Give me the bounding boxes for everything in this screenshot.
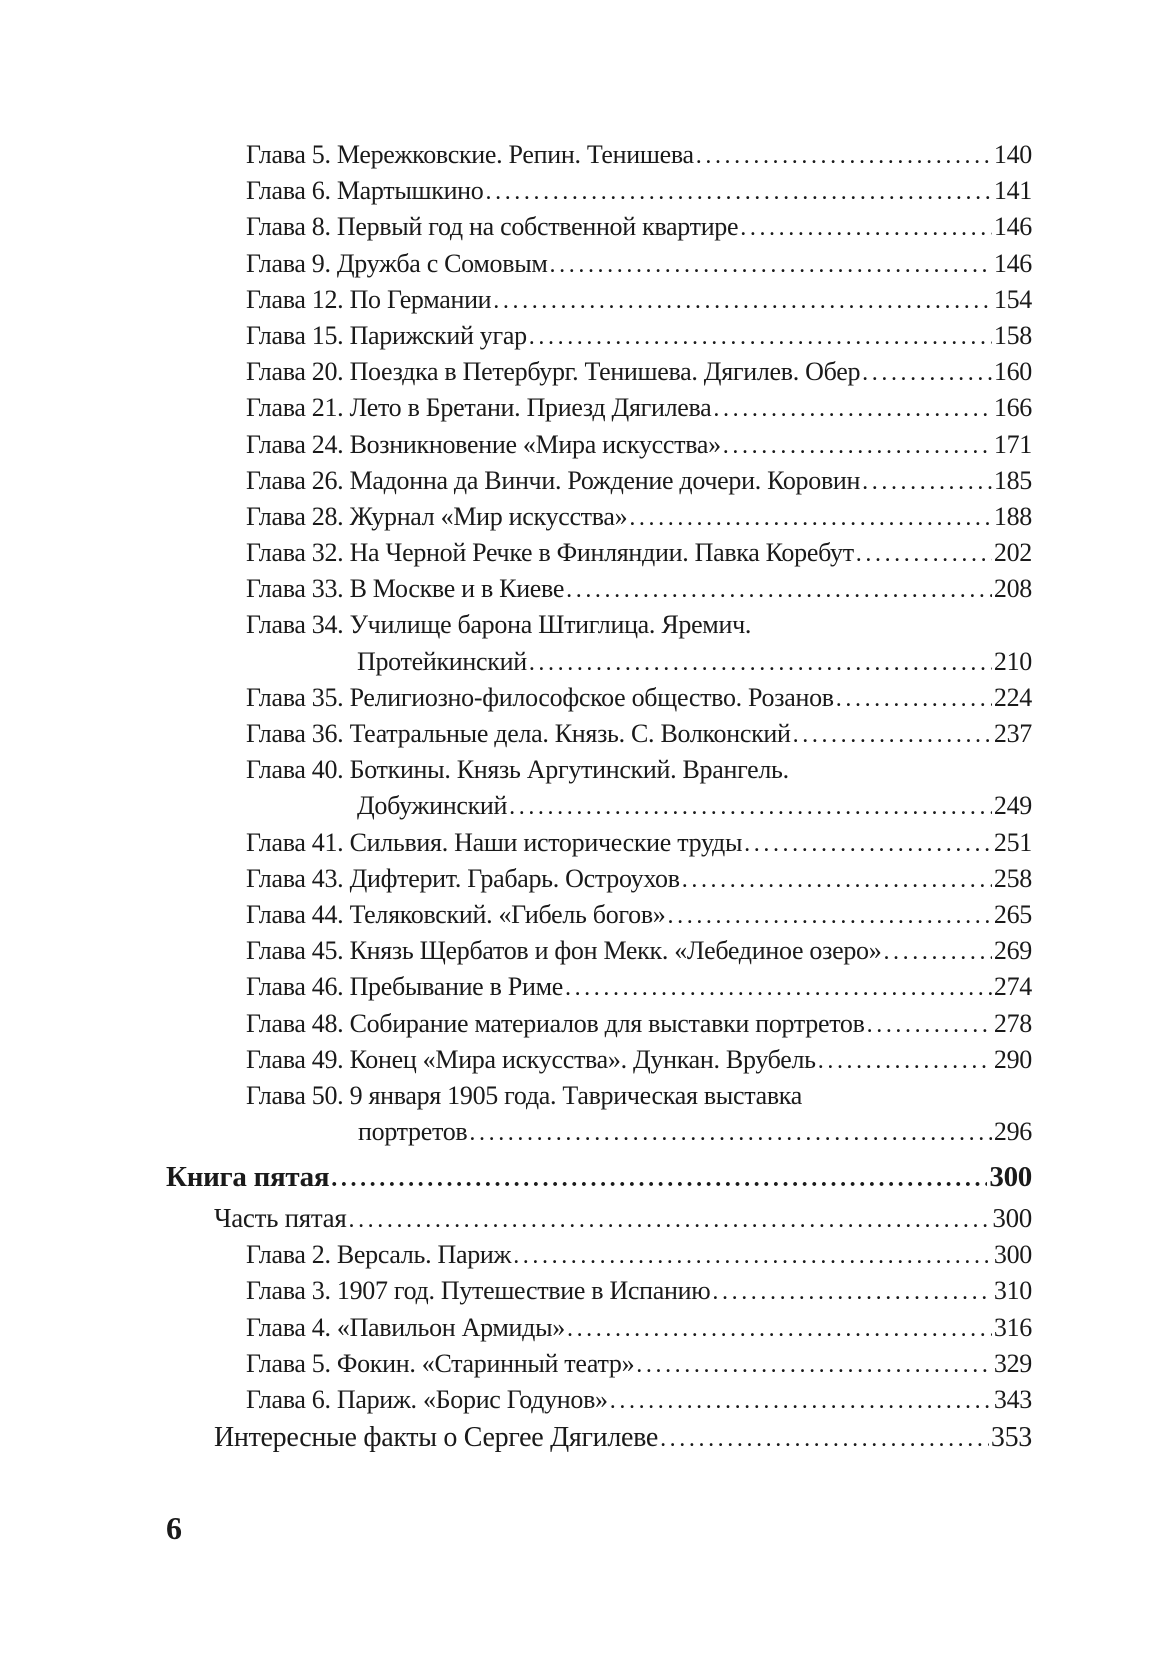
toc-entry-page: 185 [992,463,1032,499]
toc-entry [246,535,1032,571]
toc-leader [836,681,992,717]
toc-entry [246,933,1032,969]
toc-entry-continuation [357,644,1032,680]
toc-entry-first-line [246,752,1032,788]
toc-leader [740,210,992,246]
toc-entry [246,825,1032,861]
toc-entry [246,282,1032,318]
toc-entry-title: Глава 9. Дружба с Сомовым [246,246,550,282]
toc-leader [331,1158,987,1201]
toc-entry-title: Глава 15. Парижский угар [246,318,529,354]
toc-leader [682,862,992,898]
toc-part-heading [214,1199,1032,1237]
toc-entry [246,680,1032,716]
toc-entry-title: Глава 3. 1907 год. Путешествие в Испанию [246,1273,712,1309]
toc-entry-page: 269 [992,933,1032,969]
toc-entry [246,716,1032,752]
toc-entry-title-cont: портретов [358,1114,469,1150]
toc-entry-title: Глава 28. Журнал «Мир искусства» [246,499,629,535]
toc-entry-title: Глава 26. Мадонна да Винчи. Рождение дочери. Коровин [246,463,862,499]
toc-entry [246,861,1032,897]
toc-entry-page: 278 [992,1006,1032,1042]
toc-entry [246,969,1032,1005]
toc-entry-title: Глава 5. Мережковские. Репин. Тенишева [246,137,696,173]
toc-entry [246,1310,1032,1346]
toc-entry-page: 146 [992,246,1032,282]
toc-entry [246,137,1032,173]
toc-leader [856,536,992,572]
toc-entry-title: Глава 36. Театральные дела. Князь. С. Волконский [246,716,793,752]
toc-extra-page: 353 [989,1418,1032,1458]
toc-leader [744,826,992,862]
toc-entry-continuation [357,788,1032,824]
toc-entry-title: Глава 6. Мартышкино [246,173,486,209]
toc-leader [629,500,992,536]
toc-entry-title: Глава 32. На Черной Речке в Финляндии. Павка Коребут [246,535,856,571]
toc-leader [793,717,992,753]
table-of-contents [0,137,1166,1458]
toc-entry-page: 140 [992,137,1032,173]
toc-leader [513,1238,992,1274]
toc-entry-title: Глава 24. Возникновение «Мира искусства» [246,427,723,463]
toc-entry-page: 202 [992,535,1032,571]
toc-leader [610,1383,992,1419]
toc-entry-title: Глава 2. Версаль. Париж [246,1237,513,1273]
toc-entry [246,354,1032,390]
toc-leader [712,1274,992,1310]
toc-entry-page: 158 [992,318,1032,354]
toc-entry-title: Глава 6. Париж. «Борис Годунов» [246,1382,610,1418]
toc-entry [246,1273,1032,1309]
toc-entry [246,463,1032,499]
toc-entry-title: Глава 12. По Германии [246,282,493,318]
toc-entry-page: 265 [992,897,1032,933]
toc-entry-title: Глава 44. Теляковский. «Гибель богов» [246,897,668,933]
toc-entry [246,897,1032,933]
toc-entry-page: 171 [992,427,1032,463]
toc-extra-entry [214,1418,1032,1458]
toc-entry-page: 343 [992,1382,1032,1418]
toc-entry [246,1237,1032,1273]
toc-leader [565,970,992,1006]
toc-entry [246,1346,1032,1382]
toc-entry-title: Глава 21. Лето в Бретани. Приезд Дягилева [246,390,713,426]
toc-entry-title: Глава 49. Конец «Мира искусства». Дункан. Врубель [246,1042,818,1078]
toc-entry-page: 237 [992,716,1032,752]
toc-leader [713,391,991,427]
toc-entry-title: Глава 5. Фокин. «Старинный театр» [246,1346,636,1382]
toc-leader [867,1007,992,1043]
toc-leader [636,1347,992,1383]
toc-entry-page: 249 [992,788,1032,824]
toc-leader [862,464,992,500]
toc-entry-page: 290 [992,1042,1032,1078]
toc-entry-page: 146 [992,209,1032,245]
toc-entry-title: Глава 50. 9 января 1905 года. Таврическая выставка [246,1078,804,1114]
toc-entry-continuation [358,1114,1032,1150]
toc-part-title: Часть пятая [214,1199,348,1237]
page-number: 6 [166,1510,182,1546]
toc-entry-title: Глава 40. Боткины. Князь Аргутинский. Врангель. [246,752,791,788]
toc-entry-title: Глава 45. Князь Щербатов и фон Мекк. «Лебединое озеро» [246,933,883,969]
toc-entry-title-cont: Протейкинский [357,644,529,680]
toc-entry-title: Глава 34. Училище барона Штиглица. Яремич. [246,607,753,643]
toc-leader [493,283,992,319]
toc-entry-page: 251 [992,825,1032,861]
toc-book-title: Книга пятая [166,1156,331,1199]
toc-entry-title: Глава 46. Пребывание в Риме [246,969,565,1005]
toc-entry-title: Глава 41. Сильвия. Наши исторические труды [246,825,744,861]
toc-entry-title: Глава 35. Религиозно-философское общество. Розанов [246,680,836,716]
toc-entry [246,1042,1032,1078]
toc-entry [246,571,1032,607]
toc-entry-page: 188 [992,499,1032,535]
toc-entry-page: 160 [992,354,1032,390]
toc-entry-page: 141 [992,173,1032,209]
toc-entry-title: Глава 8. Первый год на собственной квартире [246,209,740,245]
toc-entry [246,1382,1032,1418]
toc-entry-page: 258 [992,861,1032,897]
toc-entry-page: 210 [992,644,1032,680]
toc-entry-first-line [246,607,1032,643]
toc-entry [246,318,1032,354]
toc-entry-page: 154 [992,282,1032,318]
toc-leader [883,934,991,970]
toc-leader [509,789,992,825]
toc-entry-first-line [246,1078,1032,1114]
toc-leader [469,1115,992,1151]
toc-leader [529,319,992,355]
toc-part-page: 300 [990,1199,1032,1237]
toc-book-page: 300 [987,1156,1032,1199]
toc-leader [566,572,992,608]
toc-extra-title: Интересные факты о Сергее Дягилеве [214,1418,660,1458]
toc-entry-page: 329 [992,1346,1032,1382]
toc-leader [567,1311,992,1347]
toc-entry [246,499,1032,535]
toc-entry-title: Глава 33. В Москве и в Киеве [246,571,566,607]
toc-entry [246,209,1032,245]
toc-entry-title: Глава 20. Поездка в Петербург. Тенишева. Дягилев. Обер [246,354,862,390]
toc-entry-page: 316 [992,1310,1032,1346]
toc-leader [550,247,992,283]
toc-entry [246,427,1032,463]
toc-entry-page: 274 [992,969,1032,1005]
toc-book-heading [166,1156,1032,1199]
toc-entry [246,246,1032,282]
toc-entry-title-cont: Добужинский [357,788,509,824]
toc-leader [696,138,992,174]
toc-entry-page: 224 [992,680,1032,716]
toc-entry-page: 166 [992,390,1032,426]
toc-entry [246,173,1032,209]
toc-leader [818,1043,992,1079]
toc-entry [246,1006,1032,1042]
toc-leader [862,355,992,391]
toc-leader [348,1201,990,1239]
toc-leader [486,174,992,210]
toc-entry-page: 310 [992,1273,1032,1309]
toc-entry-page: 300 [992,1237,1032,1273]
toc-leader [529,645,992,681]
toc-entry [246,390,1032,426]
toc-leader [723,428,992,464]
toc-leader [660,1419,989,1459]
toc-entry-title: Глава 4. «Павильон Армиды» [246,1310,567,1346]
toc-entry-title: Глава 43. Дифтерит. Грабарь. Остроухов [246,861,682,897]
toc-leader [668,898,992,934]
toc-entry-title: Глава 48. Собирание материалов для выставки портретов [246,1006,867,1042]
toc-entry-page: 296 [992,1114,1032,1150]
toc-entry-page: 208 [992,571,1032,607]
